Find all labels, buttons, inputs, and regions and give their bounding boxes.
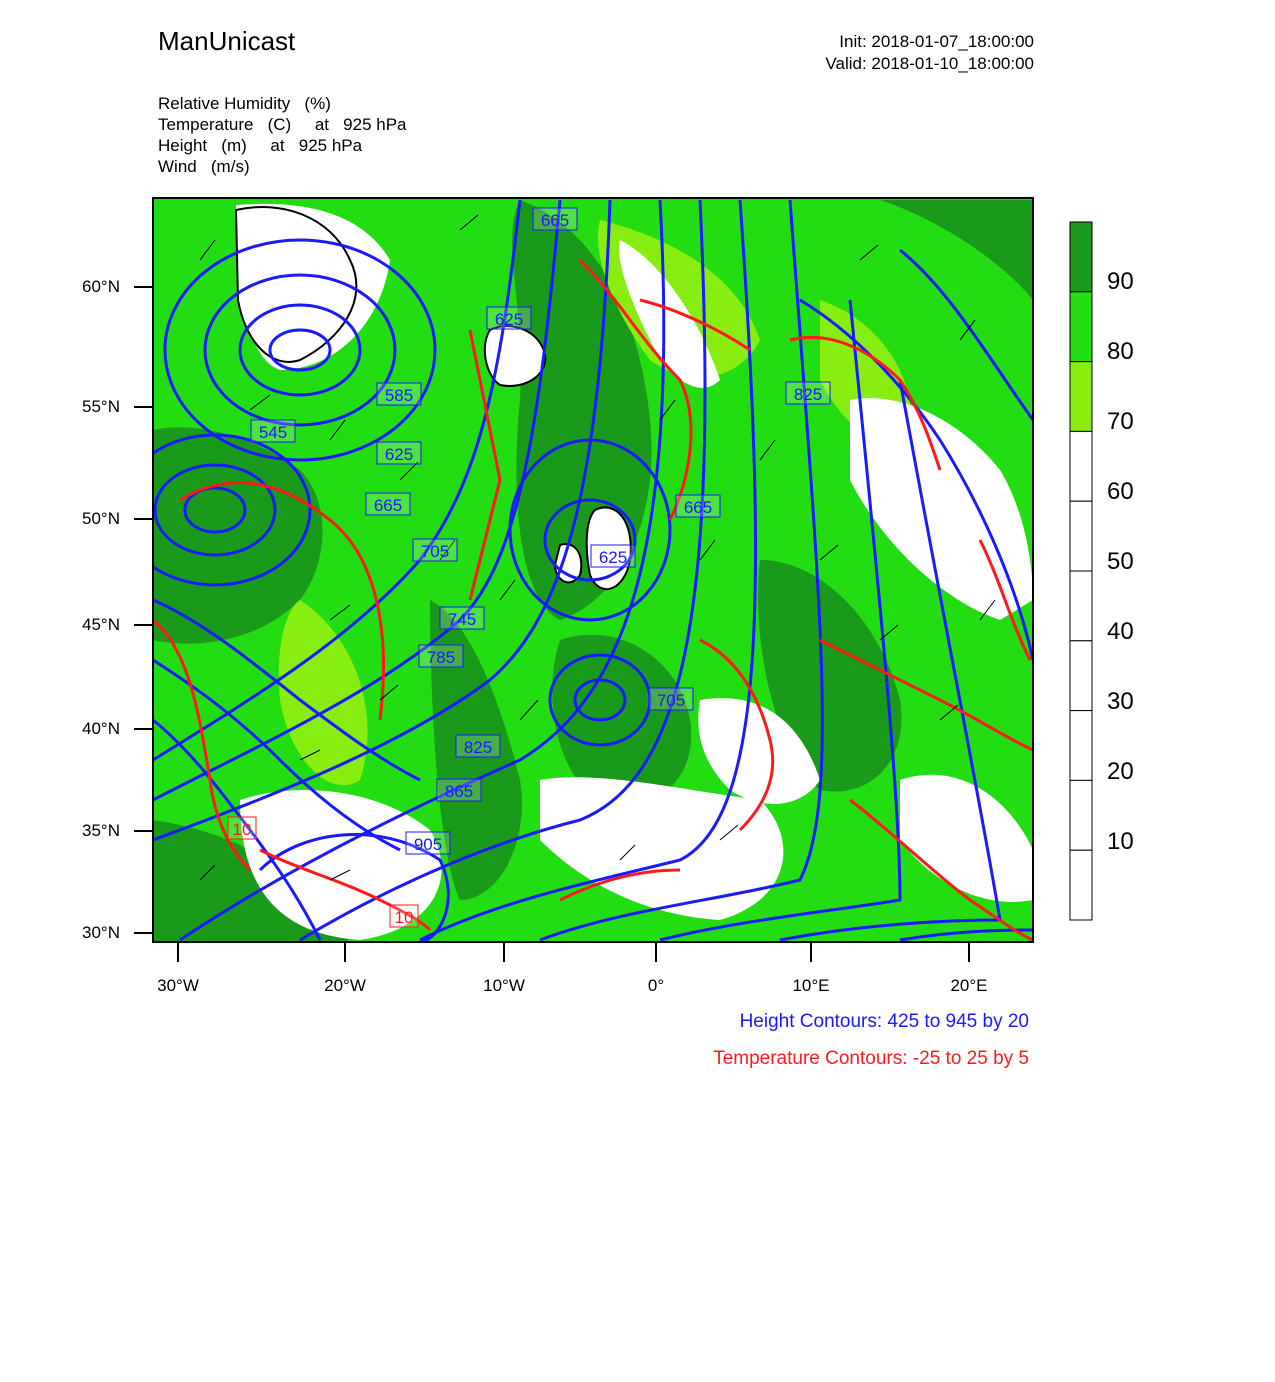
variable-wind: Wind (m/s) <box>158 157 250 176</box>
height-label: 585 <box>384 386 414 405</box>
variable-temperature: Temperature (C) at 925 hPa <box>158 115 407 134</box>
variable-rh: Relative Humidity (%) <box>158 94 331 113</box>
height-label: 545 <box>258 423 288 442</box>
height-label: 825 <box>463 738 493 757</box>
lon-label-0: 0° <box>647 976 665 995</box>
colorbar-boxes <box>1070 222 1092 920</box>
height-label: 745 <box>447 610 477 629</box>
height-label: 825 <box>793 385 823 404</box>
colorbar-box <box>1070 711 1092 781</box>
temperature-contours-legend: Temperature Contours: -25 to 25 by 5 <box>713 1048 1029 1069</box>
colorbar-box <box>1070 362 1092 432</box>
lon-label-10w: 10°W <box>483 976 525 995</box>
colorbar-label: 20 <box>1107 758 1134 785</box>
colorbar-box <box>1070 292 1092 362</box>
lat-label-50n: 50°N <box>82 509 120 528</box>
colorbar-label: 70 <box>1107 408 1134 435</box>
height-label: 625 <box>384 445 414 464</box>
lat-ticks <box>134 287 153 933</box>
colorbar-label: 40 <box>1107 618 1134 645</box>
height-label: 785 <box>426 648 456 667</box>
temp-label: 10 <box>394 908 414 927</box>
colorbar-box <box>1070 222 1092 292</box>
colorbar-label: 50 <box>1107 548 1134 575</box>
height-label: 665 <box>373 496 403 515</box>
lon-ticks <box>178 942 969 962</box>
height-contours-legend: Height Contours: 425 to 945 by 20 <box>739 1011 1029 1032</box>
lat-label-30n: 30°N <box>82 923 120 942</box>
height-label: 625 <box>598 548 628 567</box>
temp-label: 10 <box>232 820 252 839</box>
colorbar-box <box>1070 850 1092 920</box>
colorbar-box <box>1070 571 1092 641</box>
colorbar-box <box>1070 501 1092 571</box>
colorbar-label: 90 <box>1107 268 1134 295</box>
height-label: 905 <box>413 835 443 854</box>
height-label: 865 <box>444 782 474 801</box>
lat-label-35n: 35°N <box>82 821 120 840</box>
colorbar-label: 10 <box>1107 828 1134 855</box>
height-label: 705 <box>420 542 450 561</box>
colorbar-label: 60 <box>1107 478 1134 505</box>
height-label: 705 <box>656 691 686 710</box>
colorbar-label: 30 <box>1107 688 1134 715</box>
lon-label-30w: 30°W <box>157 976 199 995</box>
lon-label-20e: 20°E <box>950 976 988 995</box>
height-label: 625 <box>494 310 524 329</box>
lat-label-45n: 45°N <box>82 615 120 634</box>
lat-label-55n: 55°N <box>82 397 120 416</box>
colorbar-box <box>1070 431 1092 501</box>
valid-time: Valid: 2018-01-10_18:00:00 <box>825 54 1034 73</box>
colorbar-label: 80 <box>1107 338 1134 365</box>
variable-height: Height (m) at 925 hPa <box>158 136 363 155</box>
colorbar-box <box>1070 780 1092 850</box>
height-label: 665 <box>540 211 570 230</box>
colorbar <box>1070 222 1092 920</box>
init-time: Init: 2018-01-07_18:00:00 <box>839 32 1034 51</box>
lon-label-20w: 20°W <box>324 976 366 995</box>
lon-label-10e: 10°E <box>792 976 830 995</box>
chart-title: ManUnicast <box>158 26 296 56</box>
colorbar-box <box>1070 641 1092 711</box>
lat-label-40n: 40°N <box>82 719 120 738</box>
map-field <box>120 198 1033 942</box>
lat-label-60n: 60°N <box>82 277 120 296</box>
height-label: 665 <box>683 498 713 517</box>
